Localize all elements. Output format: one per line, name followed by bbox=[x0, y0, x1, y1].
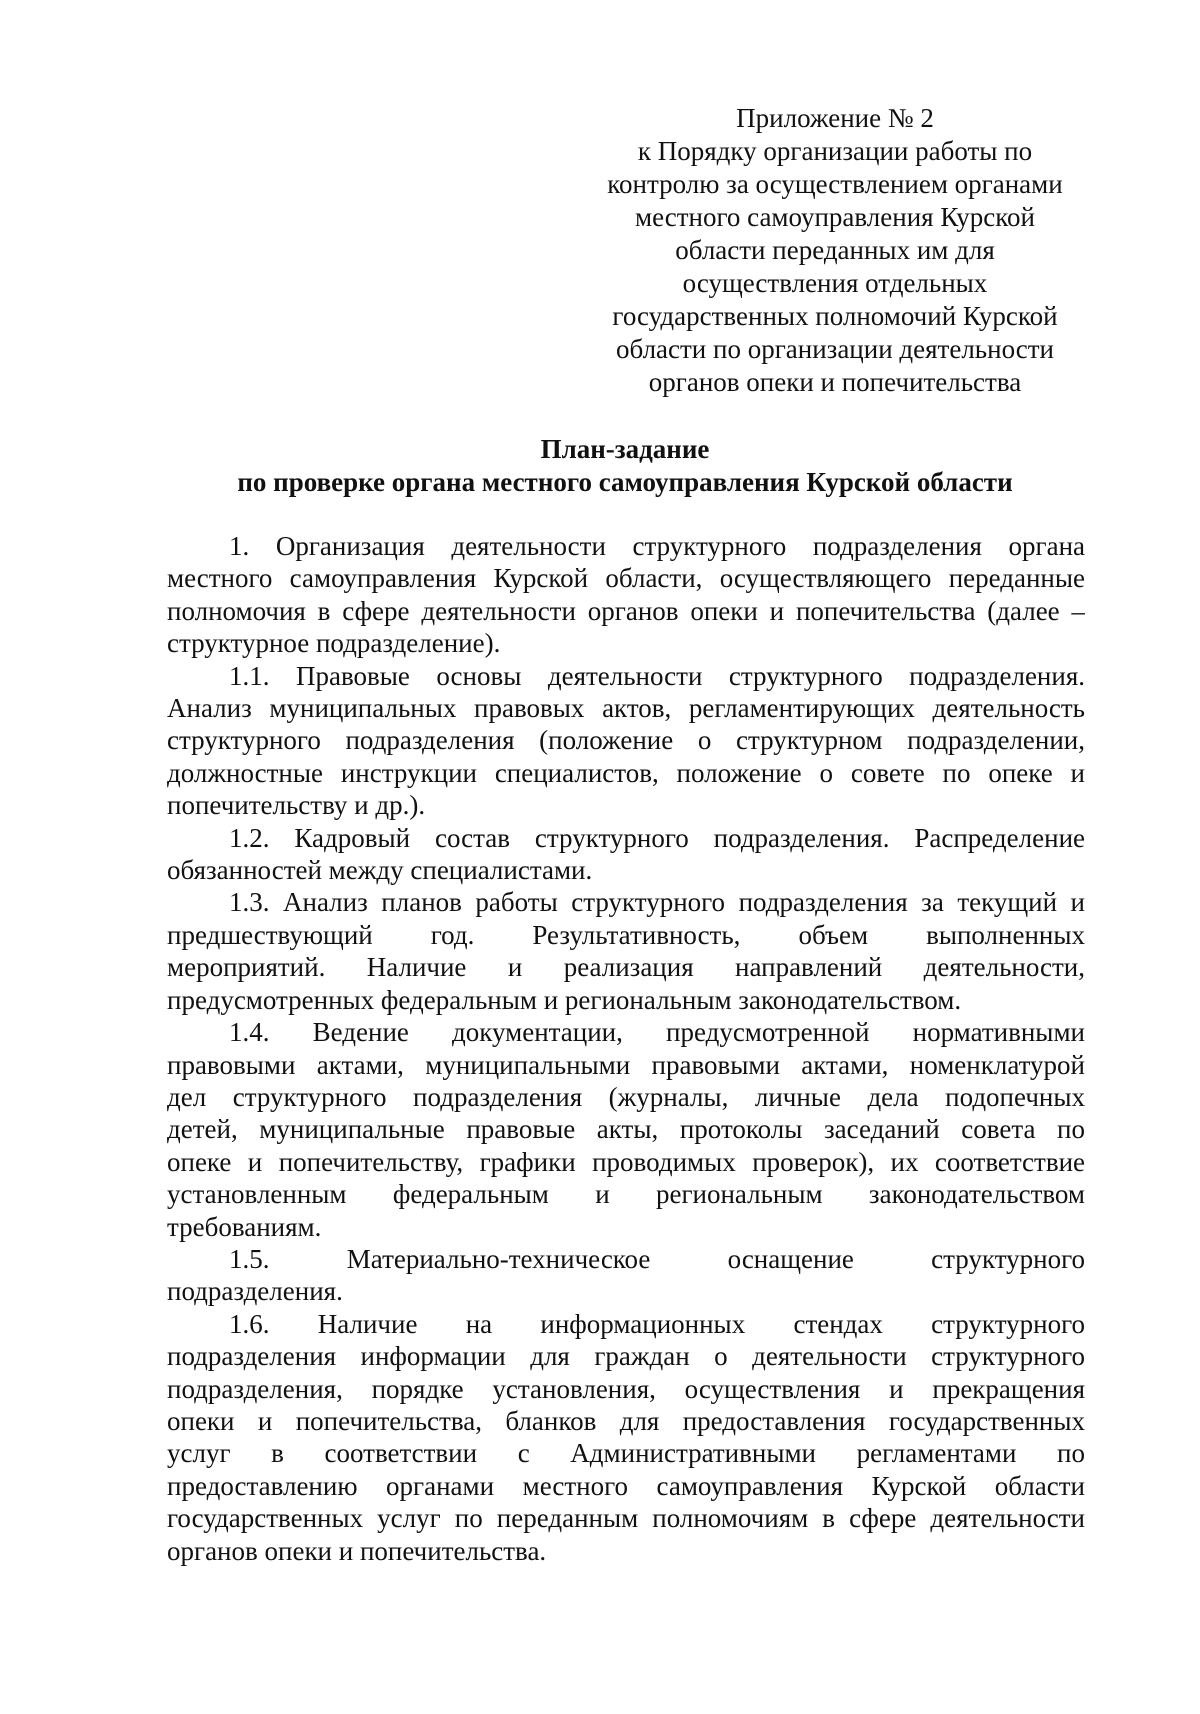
paragraph-line: 1.3. Анализ планов работы структурного подразделения за текущий и bbox=[229, 887, 1085, 918]
paragraph-line: структурного подразделения (положение о структурном подразделении, bbox=[167, 725, 1085, 756]
paragraph-line: подразделения. bbox=[167, 1276, 343, 1307]
paragraph-line: предшествующий год. Результативность, объем выполненных bbox=[167, 919, 1085, 950]
paragraph-line: обязанностей между специалистами. bbox=[167, 855, 593, 886]
document-body bbox=[167, 530, 1085, 1567]
paragraph-line: подразделения информации для граждан о деятельности структурного bbox=[167, 1341, 1085, 1372]
appendix-line: области переданных им для bbox=[675, 235, 995, 265]
paragraph-line: структурное подразделение). bbox=[167, 628, 501, 659]
section-paragraph bbox=[167, 530, 1085, 660]
appendix-line: местного самоуправления Курской bbox=[635, 202, 1035, 232]
appendix-line: контролю за осуществлением органами bbox=[607, 169, 1063, 199]
title-line: План-задание bbox=[540, 434, 710, 464]
paragraph-line: должностные инструкции специалистов, положение о совете по опеке и bbox=[167, 757, 1085, 788]
paragraph-line: государственных услуг по переданным полномочиям в сфере деятельности bbox=[167, 1503, 1085, 1534]
paragraph-line: 1.1. Правовые основы деятельности структурного подразделения. bbox=[229, 660, 1085, 691]
paragraph-line: подразделения, порядке установления, осуществления и прекращения bbox=[167, 1373, 1085, 1404]
section-paragraph bbox=[167, 660, 1085, 822]
paragraph-line: дел структурного подразделения (журналы, личные дела подопечных bbox=[167, 1081, 1085, 1112]
paragraph-line: предусмотренных федеральным и региональным законодательством. bbox=[167, 984, 962, 1015]
paragraph-line: требованиям. bbox=[167, 1211, 322, 1242]
paragraph-line: опеки и попечительства, бланков для предоставления государственных bbox=[167, 1405, 1085, 1436]
appendix-line: Приложение № 2 bbox=[736, 103, 934, 133]
appendix-line: к Порядку организации работы по bbox=[637, 136, 1033, 166]
appendix-line: области по организации деятельности bbox=[616, 334, 1054, 364]
paragraph-line: мероприятий. Наличие и реализация направлений деятельности, bbox=[167, 952, 1085, 983]
paragraph-line: установленным федеральным и региональным законодательством bbox=[167, 1179, 1085, 1210]
paragraph-line: местного самоуправления Курской области, осуществляющего переданные bbox=[167, 563, 1085, 594]
paragraph-line: 1.4. Ведение документации, предусмотренной нормативными bbox=[229, 1017, 1085, 1048]
section-paragraph bbox=[167, 1016, 1085, 1243]
paragraph-line: правовыми актами, муниципальными правовыми актами, номенклатурой bbox=[167, 1049, 1085, 1080]
paragraph-line: органов опеки и попечительства. bbox=[167, 1535, 547, 1566]
paragraph-line: услуг в соответствии с Административными регламентами по bbox=[167, 1438, 1085, 1469]
paragraph-line: предоставлению органами местного самоуправления Курской области bbox=[167, 1470, 1085, 1501]
appendix-line: государственных полномочий Курской bbox=[612, 301, 1058, 331]
appendix-line: осуществления отдельных bbox=[682, 268, 988, 298]
paragraph-line: 1.5. Материально-техническое оснащение структурного bbox=[229, 1243, 1085, 1274]
paragraph-line: опеке и попечительству, графики проводимых проверок), их соответствие bbox=[167, 1146, 1085, 1177]
paragraph-line: детей, муниципальные правовые акты, протоколы заседаний совета по bbox=[167, 1114, 1085, 1145]
paragraph-line: Анализ муниципальных правовых актов, регламентирующих деятельность bbox=[167, 693, 1085, 724]
section-paragraph bbox=[167, 1308, 1085, 1567]
section-paragraph bbox=[167, 1243, 1085, 1308]
paragraph-line: полномочия в сфере деятельности органов опеки и попечительства (далее – bbox=[167, 595, 1085, 626]
document-title bbox=[160, 433, 1090, 499]
paragraph-line: попечительству и др.). bbox=[167, 790, 426, 821]
section-paragraph bbox=[167, 822, 1085, 887]
paragraph-line: 1.2. Кадровый состав структурного подразделения. Распределение bbox=[229, 822, 1085, 853]
section-paragraph bbox=[167, 886, 1085, 1016]
paragraph-line: 1. Организация деятельности структурного подразделения органа bbox=[229, 531, 1085, 561]
appendix-line: органов опеки и попечительства bbox=[648, 367, 1022, 397]
appendix-note bbox=[590, 102, 1080, 399]
paragraph-line: 1.6. Наличие на информационных стендах структурного bbox=[229, 1308, 1085, 1339]
subtitle-line: по проверке органа местного самоуправления Курской области bbox=[237, 467, 1013, 497]
